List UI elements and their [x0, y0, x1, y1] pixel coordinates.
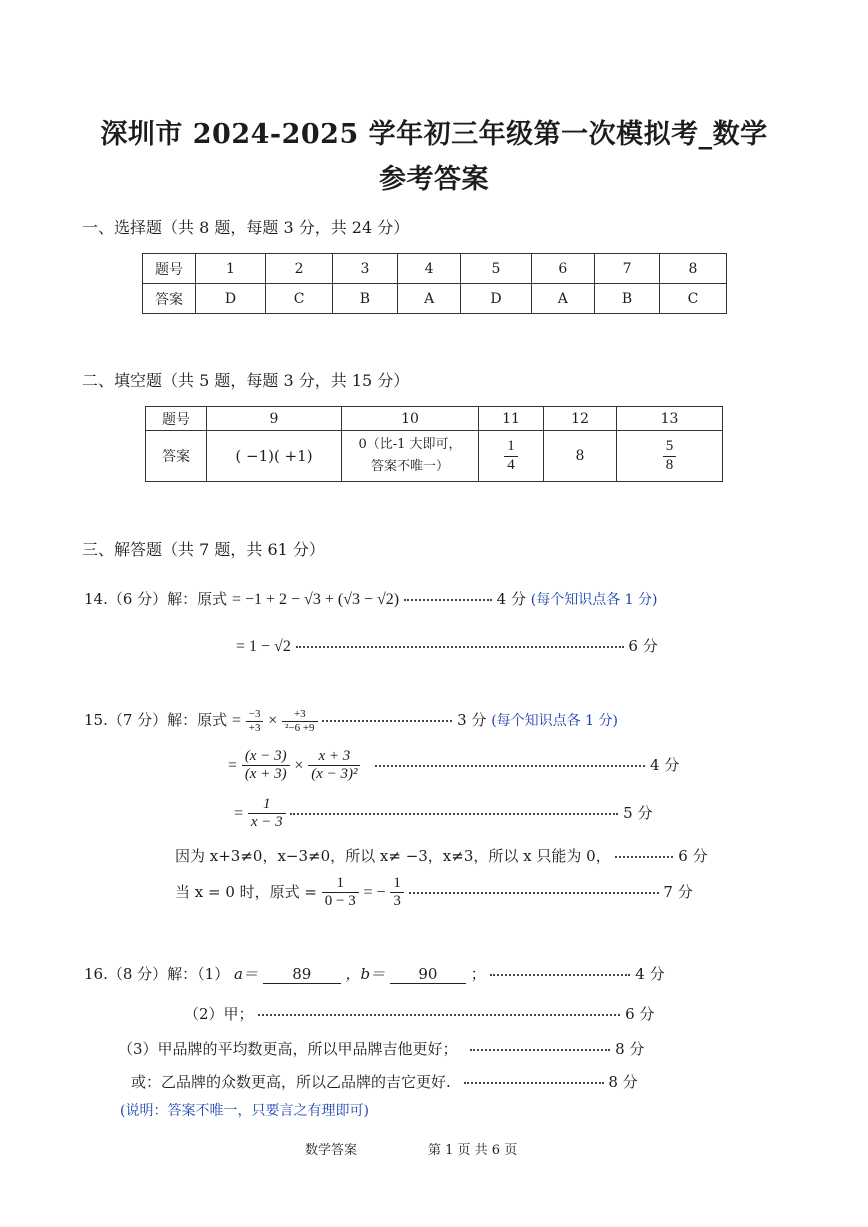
q16-semicolon: ； — [470, 965, 486, 983]
answer-10-line1: 0（比-1 大即可， — [358, 437, 462, 452]
q15-score3: 5 分 — [623, 803, 653, 822]
q-answer: D — [461, 284, 531, 314]
q-num: 12 — [544, 407, 617, 431]
q15-note: (每个知识点各 1 分) — [491, 713, 618, 730]
q15-line4 — [175, 845, 708, 866]
answer-12: 8 — [544, 431, 617, 482]
q15-line2: = $\frac{(x - 3)}{(x + 3)}$ × $\frac{x + 3}{\text{(x − 3)²}}$ 4 分 — [228, 748, 680, 783]
q-answer: A — [531, 284, 595, 314]
q-answer: B — [595, 284, 660, 314]
q16-b-value: 90 — [390, 965, 466, 984]
q15-label: 15.（7 分）解：原式 — [84, 711, 228, 730]
q-num: 13 — [617, 407, 723, 431]
row-label-ans: 答案 — [143, 284, 196, 314]
q16-score2: 6 分 — [625, 1005, 655, 1023]
q-num: 3 — [333, 254, 398, 284]
leader-dots — [490, 974, 630, 976]
q14-note: (每个知识点各 1 分) — [530, 592, 658, 608]
q15-score2: 4 分 — [650, 755, 680, 774]
leader-dots — [296, 646, 624, 648]
q-num: 8 — [659, 254, 726, 284]
q14-score1: 4 分 — [496, 590, 526, 608]
q15-line5: 当 x = 0 时，原式 = $\frac{1}{0 - 3}$ = − $\frac{1}{3}$ 7 分 — [175, 875, 693, 910]
leader-dots — [375, 765, 645, 767]
answer-9: ( −1)( +1) — [207, 431, 342, 482]
q-num: 11 — [479, 407, 544, 431]
q-answer: C — [659, 284, 726, 314]
footer-left: 数学答案 — [305, 1143, 358, 1158]
fraction: $\frac{1}{4}$ — [504, 438, 518, 474]
q15-reason: 因为 x+3≠0，x−3≠0，所以 x≠ −3，x≠3，所以 x 只能为 0， — [175, 847, 611, 865]
q16-part2: （2）甲； — [184, 1005, 254, 1023]
section1-heading: 一、选择题（共 8 题，每题 3 分，共 24 分） — [82, 218, 410, 237]
fraction: $\frac{1}{3}$ — [390, 875, 404, 911]
q16-label: 16.（8 分）解：（1） — [84, 965, 230, 983]
q-num: 1 — [196, 254, 266, 284]
q16-a-label: a＝ — [234, 965, 258, 983]
leader-dots — [464, 1082, 604, 1084]
leader-dots — [409, 892, 659, 894]
q-num: 5 — [461, 254, 531, 284]
q14-line1 — [84, 588, 657, 609]
q16-line3 — [118, 1038, 644, 1059]
q16-line2 — [184, 1003, 654, 1024]
answer-10 — [342, 431, 479, 482]
q14-line2 — [236, 635, 658, 656]
q-num: 7 — [595, 254, 660, 284]
leader-dots — [404, 599, 492, 601]
q14-expr2: = 1 − √2 — [236, 638, 291, 655]
q15-score4: 6 分 — [678, 847, 708, 865]
row-label-num: 题号 — [143, 254, 196, 284]
section2-heading: 二、填空题（共 5 题，每题 3 分，共 15 分） — [82, 371, 410, 390]
leader-dots — [322, 720, 452, 722]
choice-answer-table — [142, 253, 727, 314]
fraction: $\frac{5}{8}$ — [663, 438, 677, 474]
section3-heading: 三、解答题（共 7 题，共 61 分） — [82, 540, 325, 559]
answer-11 — [479, 431, 544, 482]
leader-dots — [470, 1049, 610, 1051]
q14-score2: 6 分 — [628, 637, 658, 655]
q16-line4 — [131, 1071, 638, 1092]
fraction: $\frac{1}{0 - 3}$ — [322, 875, 359, 911]
q15-score1: 3 分 — [457, 711, 487, 730]
leader-dots — [290, 813, 618, 815]
q14-expr1: = −1 + 2 − √3 + (√3 − √2) — [231, 591, 400, 608]
fraction: $\frac{x + 3}{\text{(x − 3)²}}$ — [308, 748, 360, 784]
q16-note: (说明：答案不唯一，只要言之有理即可) — [120, 1103, 369, 1119]
q16-score4: 8 分 — [608, 1073, 638, 1091]
q16-score3: 8 分 — [615, 1040, 645, 1058]
q15-line1: 15.（7 分）解：原式 = $\frac{-3}{+3}$ × $\frac{+3}{\text{²−6 +9}}$ 3 分 (每个知识点各 1 分) — [84, 708, 618, 734]
q-num: 6 — [531, 254, 595, 284]
q15-score5: 7 分 — [663, 882, 693, 901]
page-subtitle: 参考答案 — [379, 164, 489, 195]
fraction: $\frac{1}{x - 3}$ — [248, 796, 286, 832]
answer-10-line2: 答案不唯一） — [370, 459, 449, 474]
fill-answer-table — [145, 406, 723, 482]
q-num: 10 — [342, 407, 479, 431]
q-answer: B — [333, 284, 398, 314]
fraction: $\frac{-3}{+3}$ — [246, 708, 264, 734]
q16-b-label: ，b＝ — [345, 965, 386, 983]
answer-13 — [617, 431, 723, 482]
footer-page: 第 1 页 共 6 页 — [428, 1143, 518, 1158]
leader-dots — [258, 1014, 620, 1016]
q-num: 2 — [266, 254, 333, 284]
q-num: 9 — [207, 407, 342, 431]
row-label-ans: 答案 — [146, 431, 207, 482]
fraction: $\frac{(x - 3)}{(x + 3)}$ — [242, 748, 290, 784]
q15-line5-text: 当 x = 0 时，原式 = — [175, 882, 317, 901]
q16-part4: 或：乙品牌的众数更高，所以乙品牌的吉它更好. — [131, 1073, 451, 1091]
q16-line1 — [84, 963, 665, 984]
q16-a-value: 89 — [263, 965, 341, 984]
q-answer: A — [397, 284, 461, 314]
leader-dots — [615, 856, 673, 858]
q16-score1: 4 分 — [635, 965, 665, 983]
q-answer: D — [196, 284, 266, 314]
q-answer: C — [266, 284, 333, 314]
row-label-num: 题号 — [146, 407, 207, 431]
q14-label: 14.（6 分）解：原式 — [84, 590, 228, 608]
q16-part3: （3）甲品牌的平均数更高，所以甲品牌吉他更好； — [118, 1040, 458, 1058]
fraction: $\frac{+3}{\text{²−6 +9}}$ — [282, 708, 317, 734]
page-title: 深圳市 2024-2025 学年初三年级第一次模拟考_数学 — [100, 119, 768, 150]
q-num: 4 — [397, 254, 461, 284]
q15-line3: = $\frac{1}{x - 3}$ 5 分 — [234, 796, 653, 831]
